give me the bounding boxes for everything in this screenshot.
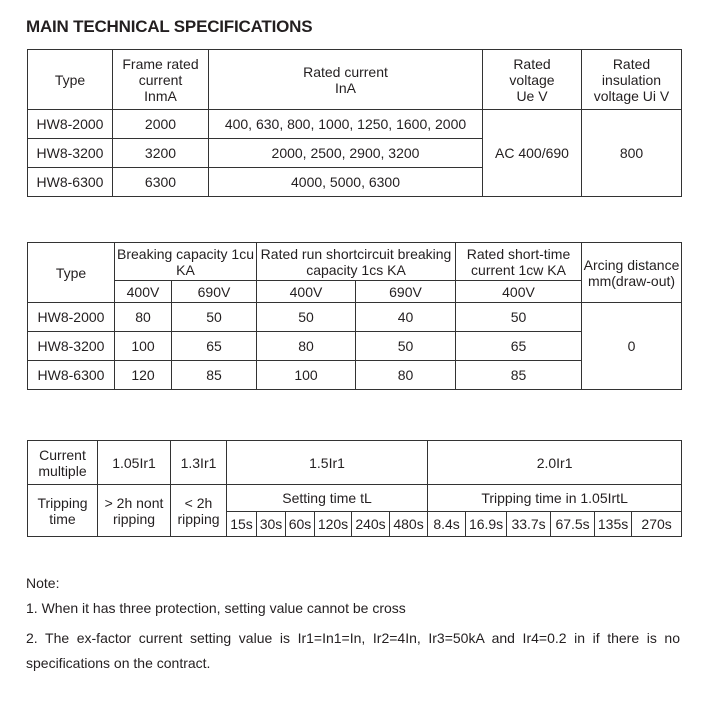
cell-frame: 2000: [113, 110, 209, 139]
cell-value: 50: [172, 303, 257, 332]
cell-frame: 3200: [113, 139, 209, 168]
cell-insulation-voltage: 800: [582, 110, 682, 197]
header-line: Breaking capacity 1cu: [117, 245, 254, 262]
header-line: Rated: [612, 55, 651, 72]
header-run-shortcircuit: [257, 243, 456, 281]
label-tripping-time: [28, 485, 98, 537]
cell-current: 4000, 5000, 6300: [209, 168, 483, 197]
header-line: Ue V: [516, 87, 548, 104]
multiple-13: 1.3Ir1: [171, 441, 227, 485]
label-line: > 2h nont: [104, 494, 164, 511]
cell-value: 85: [172, 361, 257, 390]
cell-value: 40: [356, 303, 456, 332]
table-row: [28, 303, 682, 332]
subheader-voltage: 400V: [456, 281, 582, 303]
header-line: Rated short-time: [466, 245, 571, 262]
label-line: ripping: [177, 510, 220, 527]
cell-value: 50: [257, 303, 356, 332]
cell-type: HW8-3200: [28, 139, 113, 168]
header-line: insulation: [601, 71, 662, 88]
tripping-characteristics-table: [27, 440, 682, 537]
cell-value: 80: [257, 332, 356, 361]
header-breaking-capacity: [115, 243, 257, 281]
setting-time-value: 240s: [352, 512, 390, 537]
header-setting-time: Setting time tL: [227, 485, 428, 512]
label-line: ripping: [112, 510, 156, 527]
page-title: MAIN TECHNICAL SPECIFICATIONS: [26, 17, 313, 36]
cell-value: 65: [456, 332, 582, 361]
table-row: [28, 110, 682, 139]
subheader-voltage: 400V: [257, 281, 356, 303]
header-line: Rated run shortcircuit breaking: [260, 245, 452, 262]
breaking-capacity-table: [27, 242, 682, 390]
header-rated-voltage: [483, 50, 582, 110]
header-line: KA: [176, 261, 195, 278]
note-item: 2. The ex-factor current setting value is Ir1=In1=In, Ir2=4In, Ir3=50kA and Ir4=0.2 in if there is no specifications on the contract.: [26, 630, 680, 671]
header-arcing-distance: [582, 243, 682, 303]
header-line: Rated: [513, 55, 551, 72]
cell-current: 2000, 2500, 2900, 3200: [209, 139, 483, 168]
tripping-time-value: 135s: [595, 512, 632, 537]
label-line: Current: [39, 446, 86, 463]
header-line: capacity 1cs KA: [306, 261, 406, 278]
header-type: Type: [28, 50, 113, 110]
cell-type: HW8-6300: [28, 168, 113, 197]
setting-time-value: 15s: [227, 512, 257, 537]
header-line: Arcing distance: [583, 256, 680, 273]
setting-time-value: 120s: [315, 512, 352, 537]
multiple-20: 2.0Ir1: [428, 441, 682, 485]
header-line: current: [138, 71, 183, 88]
tripping-time-value: 270s: [632, 512, 682, 537]
note-title: Note:: [26, 575, 60, 591]
cell-value: 50: [356, 332, 456, 361]
cell-type: HW8-2000: [28, 110, 113, 139]
cell-value: 100: [257, 361, 356, 390]
multiple-105: 1.05Ir1: [98, 441, 171, 485]
cell-value: 120: [115, 361, 172, 390]
subheader-voltage: 400V: [115, 281, 172, 303]
tripping-time-value: 33.7s: [507, 512, 551, 537]
cell-type: HW8-2000: [28, 303, 115, 332]
label-line: < 2h: [184, 494, 213, 511]
header-rated-current: [209, 50, 483, 110]
tripping-time-value: 16.9s: [466, 512, 507, 537]
note-item: 1. When it has three protection, setting value cannot be cross: [26, 600, 406, 616]
cell-rated-voltage: AC 400/690: [483, 110, 582, 197]
cell-value: 85: [456, 361, 582, 390]
header-line: voltage Ui V: [593, 87, 670, 104]
main-specs-table: [27, 49, 682, 197]
cell-type: HW8-6300: [28, 361, 115, 390]
header-line: current 1cw KA: [471, 261, 566, 278]
cell-arcing-distance: 0: [582, 303, 682, 390]
cell-frame: 6300: [113, 168, 209, 197]
header-type: Type: [28, 243, 115, 303]
label-line: Tripping: [37, 494, 88, 511]
cell-value: 50: [456, 303, 582, 332]
header-insulation-voltage: [582, 50, 682, 110]
label-line: time: [49, 510, 76, 527]
cell-value: 100: [115, 332, 172, 361]
subheader-voltage: 690V: [172, 281, 257, 303]
cell-current: 400, 630, 800, 1000, 1250, 1600, 2000: [209, 110, 483, 139]
tripping-time-value: 67.5s: [551, 512, 595, 537]
header-line: InA: [334, 79, 356, 96]
subheader-voltage: 690V: [356, 281, 456, 303]
setting-time-value: 480s: [390, 512, 428, 537]
setting-time-value: 60s: [286, 512, 315, 537]
setting-time-value: 30s: [257, 512, 286, 537]
header-frame-rated-current: [113, 50, 209, 110]
cell-value: 65: [172, 332, 257, 361]
label-line: multiple: [38, 462, 87, 479]
tripping-13: [171, 485, 227, 537]
header-tripping-in: Tripping time in 1.05IrtL: [428, 485, 682, 512]
header-line: mm(draw-out): [587, 272, 676, 289]
header-short-time-current: [456, 243, 582, 281]
multiple-15: 1.5Ir1: [227, 441, 428, 485]
tripping-105: [98, 485, 171, 537]
cell-value: 80: [115, 303, 172, 332]
header-line: Rated current: [303, 63, 388, 80]
tripping-time-value: 8.4s: [428, 512, 466, 537]
header-line: InmA: [144, 87, 177, 104]
cell-value: 80: [356, 361, 456, 390]
header-line: Frame rated: [122, 55, 199, 72]
cell-type: HW8-3200: [28, 332, 115, 361]
header-line: voltage: [509, 71, 555, 88]
label-current-multiple: [28, 441, 98, 485]
